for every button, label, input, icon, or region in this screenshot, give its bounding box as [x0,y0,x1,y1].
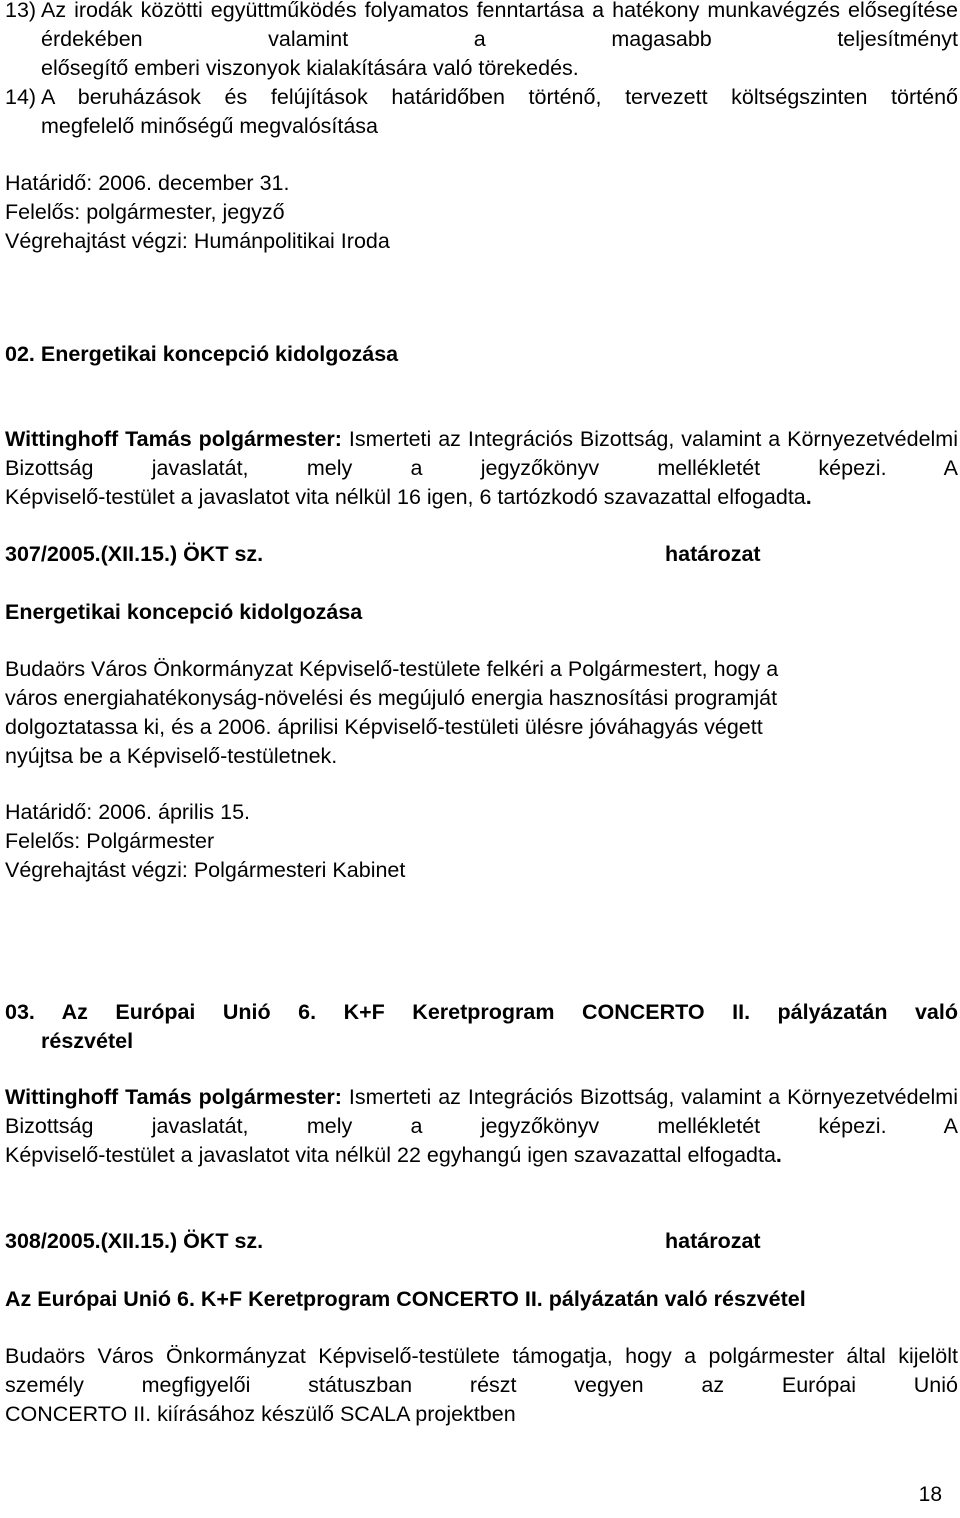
list-item-text [41,83,958,141]
resolution-308-body [5,1342,958,1429]
resolution-308-word: határozat [665,1229,761,1253]
page-number: 18 [918,1483,942,1506]
executor-1: Végrehajtást végzi: Humánpolitikai Iroda [5,229,390,253]
section-03-intro [5,1083,958,1170]
resolution-307-word: határozat [665,542,761,566]
speaker-name: Wittinghoff Tamás polgármester: [5,427,342,451]
intro-text-b: Képviselő-testület a javaslatot vita nélkül 16 igen, 6 tartózkodó szavazattal elfogadta [5,485,806,509]
section-02-heading: 02. Energetikai koncepció kidolgozása [5,342,399,366]
section-03-heading-b: részvétel [41,1029,134,1053]
list-number: 13) [5,0,37,22]
section-03-intro-a [5,1083,958,1141]
list-number: 14) [5,85,37,109]
body-line: Budaörs Város Önkormányzat Képviselő-testülete felkéri a Polgármestert, hogy a [5,657,779,681]
speaker-name: Wittinghoff Tamás polgármester: [5,1085,342,1109]
list-item-14 [5,83,958,141]
section-02-intro-a [5,425,958,483]
body-line: nyújtsa be a Képviselő-testületnek. [5,744,338,768]
intro-text-a: Ismerteti az Integrációs Bizottság, valamint a Környezetvédelmi Bizottság javaslatát, mely a jegyzőkönyv mellékletét képezi. A [5,427,958,480]
list-item-text-a: Az irodák közötti együttműködés folyamatos fenntartása a hatékony munkavégzés elősegítése érdekében valamint a magasabb teljesítményt [41,0,958,51]
deadline-2: Határidő: 2006. április 15. [5,800,251,824]
list-item-text [41,0,958,83]
resolution-308-body-a: Budaörs Város Önkormányzat Képviselő-testülete támogatja, hogy a polgármester által kijelölt személy megfigyelői státuszban részt vegyen az Európai Unió [5,1344,958,1397]
list-item-13 [5,0,958,83]
list-item-text-b: elősegítő emberi viszonyok kialakítására való törekedés. [41,56,579,80]
resolution-308-title: Az Európai Unió 6. K+F Keretprogram CONCERTO II. pályázatán való részvétel [5,1287,806,1311]
responsible-2: Felelős: Polgármester [5,829,215,853]
intro-text-b: Képviselő-testület a javaslatot vita nélkül 22 egyhangú igen szavazattal elfogadta [5,1143,776,1167]
executor-2: Végrehajtást végzi: Polgármesteri Kabinet [5,858,406,882]
list-item-text-a: A beruházások és felújítások határidőben történő, tervezett költségszinten történő [41,85,958,109]
section-02-intro [5,425,958,512]
body-line: dolgoztatassa ki, és a 2006. áprilisi Képviselő-testületi ülésre jóváhagyás végett [5,715,763,739]
section-03-intro-b [5,1141,958,1170]
intro-end-dot: . [805,485,812,509]
list-item-text-b: megfelelő minőségű megvalósítása [41,114,379,138]
intro-end-dot: . [775,1143,782,1167]
resolution-307-title: Energetikai koncepció kidolgozása [5,600,363,624]
section-03-heading [5,998,958,1056]
deadline-1: Határidő: 2006. december 31. [5,171,290,195]
resolution-308-body-b: CONCERTO II. kiírásához készülő SCALA projektben [5,1402,516,1426]
section-02-intro-b [5,483,958,512]
intro-text-a: Ismerteti az Integrációs Bizottság, valamint a Környezetvédelmi Bizottság javaslatát, mely a jegyzőkönyv mellékletét képezi. A [5,1085,958,1138]
resolution-308-number: 308/2005.(XII.15.) ÖKT sz. [5,1229,264,1253]
section-03-heading-a: 03. Az Európai Unió 6. K+F Keretprogram CONCERTO II. pályázatán való [5,1000,958,1024]
resolution-307-number: 307/2005.(XII.15.) ÖKT sz. [5,542,264,566]
responsible-1: Felelős: polgármester, jegyző [5,200,285,224]
resolution-307-body [5,655,958,771]
body-line: város energiahatékonyság-növelési és megújuló energia hasznosítási programját [5,686,778,710]
